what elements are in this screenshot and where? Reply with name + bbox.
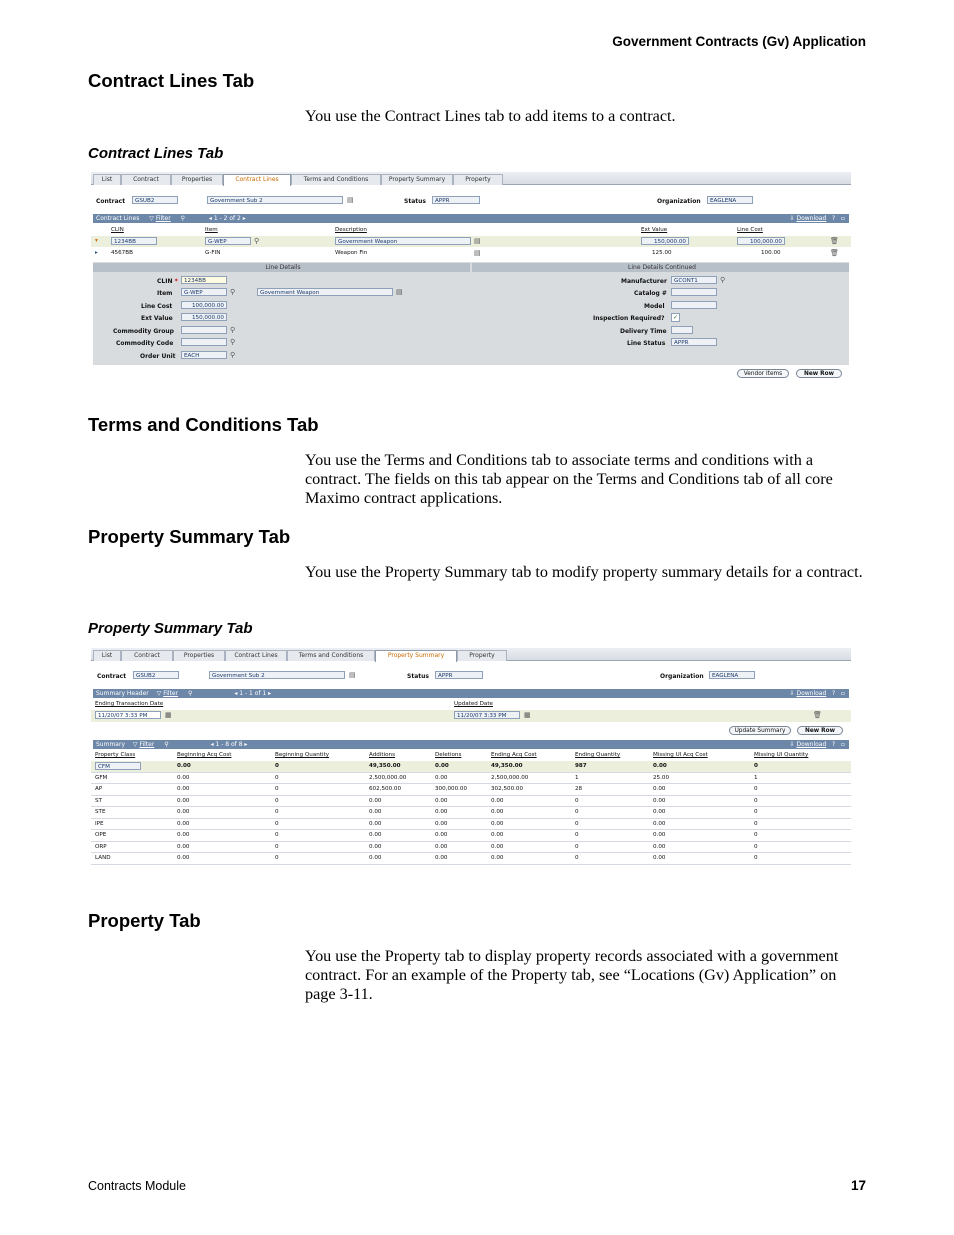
vendor-items-button[interactable]: Vendor Items (737, 369, 789, 378)
table-cell-missing-ui-acq-cost: 0.00 (653, 763, 667, 769)
property-paragraph: You use the Property tab to display property records associated with a government contract. For an example of the Property tab, see “Locations (Gv) Application” on page 3-11. (305, 947, 839, 1003)
table-row[interactable] (91, 852, 851, 853)
table-cell-property-class: GFM (95, 774, 108, 781)
contract-lines-screenshot (91, 172, 851, 382)
table-cell-ending-quantity: 0 (575, 820, 579, 827)
update-summary-button[interactable]: Update Summary (729, 726, 791, 735)
table-cell-missing-ui-quantity: 0 (754, 820, 758, 827)
model-label: Model (644, 303, 665, 310)
col-property-class[interactable]: Property Class (95, 752, 136, 758)
line-details-title: Line Details (93, 263, 470, 272)
delete-row-icon[interactable]: 🗑 (813, 711, 822, 719)
table-cell-ending-quantity: 28 (575, 786, 583, 792)
table-cell-additions: 0.00 (369, 797, 382, 804)
table-cell-additions: 2,500,000.00 (369, 774, 407, 781)
table-cell-missing-ui-quantity: 1 (754, 774, 758, 781)
table-cell-additions: 0.00 (369, 843, 382, 850)
item-field[interactable]: G-WEP (181, 288, 227, 296)
table-row-item[interactable]: G-WEP (205, 237, 251, 245)
clin-label: CLIN * (157, 278, 178, 285)
table-cell-deletions: 0.00 (435, 843, 448, 850)
table-cell-beginning-acq-cost: 0.00 (177, 809, 190, 815)
filter-link[interactable]: ▽ Filter (149, 215, 171, 222)
table-cell-missing-ui-acq-cost: 0.00 (653, 809, 666, 815)
tab-property[interactable]: Property (457, 650, 507, 661)
new-row-button[interactable]: New Row (797, 726, 843, 735)
page-number: 17 (850, 1178, 866, 1193)
item-lookup-icon[interactable]: ⚲ (230, 288, 236, 296)
table-cell-beginning-quantity: 0 (275, 855, 279, 861)
inspection-required-checkbox[interactable]: ✓ (672, 314, 679, 321)
table-cell-property-class: ORP (95, 843, 107, 850)
col-clin[interactable]: CLIN (111, 227, 124, 233)
table-cell-beginning-quantity: 0 (275, 774, 279, 781)
commodity-code-lookup-icon[interactable]: ⚲ (230, 338, 236, 346)
table-cell-property-class: AP (95, 786, 103, 792)
contract-lines-caption: Contract Lines Tab (88, 145, 224, 162)
commodity-code-label: Commodity Code (116, 340, 174, 347)
binoculars-icon[interactable]: ⚲ (180, 215, 185, 222)
table-cell-ending-quantity: 0 (575, 843, 579, 850)
table-row[interactable] (91, 783, 851, 784)
filter-link[interactable]: ▽ Filter (132, 741, 155, 748)
commodity-code-field[interactable] (181, 338, 227, 346)
table-row-ext-value[interactable]: 150,000.00 (641, 237, 689, 245)
ext-value-label: Ext Value (141, 315, 173, 322)
table-row-ext-value: 125.00 (652, 250, 672, 256)
tab-list[interactable]: List (93, 650, 121, 661)
table-row[interactable] (91, 841, 851, 842)
page-header: Government Contracts (Gv) Application (612, 34, 866, 49)
ending-date-field[interactable]: 11/20/07 3:33 PM (95, 711, 161, 719)
col-ending-quantity[interactable]: Ending Quantity (575, 752, 621, 758)
delete-row-icon[interactable]: 🗑 (830, 237, 839, 245)
table-cell-missing-ui-acq-cost: 0.00 (653, 855, 666, 861)
catalog-field[interactable] (671, 288, 717, 296)
status-field[interactable]: APPR (432, 196, 480, 204)
catalog-label: Catalog # (634, 290, 667, 297)
table-row-item: G-FIN (205, 250, 221, 256)
table-cell-property-class: IPE (95, 820, 104, 827)
item-description-field[interactable]: Government Weapon (257, 288, 393, 296)
table-cell-missing-ui-acq-cost: 0.00 (653, 820, 666, 827)
table-cell-deletions: 0.00 (435, 763, 449, 769)
pager-text: ◂ 1 - 1 of 1 ▸ (234, 690, 272, 697)
table-cell-additions: 602,500.00 (369, 786, 402, 792)
table-cell-beginning-quantity: 0 (275, 820, 279, 827)
table-cell-missing-ui-acq-cost: 25.00 (653, 774, 670, 781)
summary-table-title: Summary (96, 741, 125, 748)
table-cell-beginning-acq-cost: 0.00 (177, 855, 190, 861)
table-cell-beginning-quantity: 0 (275, 786, 279, 792)
table-cell-beginning-acq-cost: 0.00 (177, 763, 191, 769)
table-cell-ending-quantity: 0 (575, 855, 579, 861)
table-cell-ending-acq-cost: 0.00 (491, 797, 504, 804)
table-cell-ending-quantity: 987 (575, 763, 587, 769)
property-summary-screenshot (91, 648, 851, 866)
long-description-icon[interactable]: ▤ (349, 671, 356, 679)
contract-description-field[interactable]: Government Sub 2 (209, 671, 345, 679)
table-cell-additions: 0.00 (369, 855, 382, 861)
table-cell-missing-ui-acq-cost: 0.00 (653, 843, 666, 850)
table-cell-ending-quantity: 0 (575, 797, 579, 804)
organization-field[interactable]: EAGLENA (709, 671, 755, 679)
tab-property-summary[interactable]: Property Summary (381, 174, 453, 185)
col-line-cost[interactable]: Line Cost (737, 227, 763, 233)
table-cell-ending-acq-cost: 0.00 (491, 832, 504, 838)
download-link[interactable]: ⇩ Download ? ▫ (789, 741, 845, 748)
commodity-group-field[interactable] (181, 326, 227, 334)
table-cell-ending-acq-cost: 302,500.00 (491, 786, 524, 792)
table-cell-ending-quantity: 0 (575, 809, 579, 815)
table-row-line-cost[interactable]: 100,000.00 (737, 237, 785, 245)
row-collapsed-icon[interactable]: ▸ (95, 250, 98, 256)
table-cell-beginning-acq-cost: 0.00 (177, 820, 190, 827)
tab-property[interactable]: Property (453, 174, 503, 185)
table-cell-property-class: STE (95, 809, 106, 815)
table-cell-ending-acq-cost: 0.00 (491, 843, 504, 850)
calendar-icon[interactable]: ▦ (165, 711, 172, 719)
clin-field[interactable]: 1234BB (181, 276, 227, 284)
row-divider (91, 772, 851, 773)
table-cell-beginning-acq-cost: 0.00 (177, 832, 190, 838)
manufacturer-label: Manufacturer (621, 278, 667, 285)
line-status-field[interactable]: APPR (671, 338, 717, 346)
tab-property-summary[interactable]: Property Summary (375, 650, 457, 662)
table-cell-property-class: LAND (95, 855, 111, 861)
table-row[interactable] (91, 806, 851, 807)
line-cost-field[interactable]: 100,000.00 (181, 301, 227, 309)
table-row[interactable] (91, 761, 851, 772)
table-row-clin: 4567BB (111, 250, 133, 256)
table-row-clin[interactable]: 1234BB (111, 237, 157, 245)
contract-label: Contract (96, 198, 126, 205)
contract-description-field[interactable]: Government Sub 2 (207, 196, 343, 204)
col-description[interactable]: Description (335, 227, 367, 233)
table-cell-deletions: 300,000.00 (435, 786, 468, 792)
line-details-continued-title: Line Details Continued (472, 263, 849, 272)
summary-table-header (93, 740, 849, 749)
tab-terms-and-conditions[interactable]: Terms and Conditions (291, 174, 381, 185)
tab-properties[interactable]: Properties (171, 174, 223, 185)
table-cell-deletions: 0.00 (435, 855, 448, 861)
model-field[interactable] (671, 301, 717, 309)
table-cell-ending-quantity: 0 (575, 832, 579, 838)
contract-field[interactable]: GSUB2 (133, 671, 179, 679)
tab-contract[interactable]: Contract (121, 174, 171, 185)
table-cell-missing-ui-acq-cost: 0.00 (653, 797, 666, 804)
filter-link[interactable]: ▽ Filter (156, 690, 179, 697)
table-cell-missing-ui-quantity: 0 (754, 786, 758, 792)
tab-bar (91, 172, 851, 185)
tab-properties[interactable]: Properties (173, 650, 225, 661)
table-cell-missing-ui-quantity: 0 (754, 797, 758, 804)
tab-terms-and-conditions[interactable]: Terms and Conditions (287, 650, 375, 661)
col-ext-value[interactable]: Ext Value (641, 227, 668, 233)
contract-lines-paragraph: You use the Contract Lines tab to add items to a contract. (305, 107, 676, 125)
summary-header-title: Summary Header (96, 690, 149, 697)
table-row[interactable] (91, 818, 851, 819)
manufacturer-field[interactable]: GCONT1 (671, 276, 717, 284)
table-cell-ending-quantity: 1 (575, 774, 579, 781)
table-cell-beginning-quantity: 0 (275, 809, 279, 815)
contract-field[interactable]: GSUB2 (132, 196, 178, 204)
line-cost-label: Line Cost (141, 303, 173, 310)
delete-row-icon[interactable]: 🗑 (830, 249, 839, 257)
delivery-time-label: Delivery Time (620, 328, 667, 335)
table-cell-ending-acq-cost: 0.00 (491, 855, 504, 861)
item-lookup-icon[interactable]: ⚲ (254, 237, 260, 245)
col-deletions[interactable]: Deletions (435, 752, 462, 758)
table-cell-property-class: OPE (95, 832, 107, 838)
status-label: Status (404, 198, 426, 205)
table-cell-property-class: ST (95, 797, 102, 804)
row-expanded-icon[interactable]: ▾ (95, 238, 98, 244)
status-field[interactable]: APPR (435, 671, 483, 679)
table-cell-additions: 49,350.00 (369, 763, 401, 769)
table-row[interactable] (91, 829, 851, 830)
status-label: Status (407, 673, 429, 680)
long-description-icon[interactable]: ▤ (347, 196, 354, 204)
order-unit-field[interactable]: EACH (181, 351, 227, 359)
calendar-icon[interactable]: ▦ (524, 711, 531, 719)
table-cell-beginning-acq-cost: 0.00 (177, 797, 190, 804)
organization-field[interactable]: EAGLENA (707, 196, 753, 204)
table-cell-deletions: 0.00 (435, 797, 448, 804)
contract-lines-heading: Contract Lines Tab (88, 70, 255, 91)
table-cell-ending-acq-cost: 2,500,000.00 (491, 774, 529, 781)
table-row-line-cost: 100.00 (761, 250, 781, 256)
delivery-time-field[interactable] (671, 326, 693, 334)
item-label: Item (157, 290, 173, 297)
order-unit-label: Order Unit (140, 353, 176, 360)
summary-header-bar (93, 689, 849, 698)
table-cell-deletions: 0.00 (435, 832, 448, 838)
table-cell-ending-acq-cost: 0.00 (491, 809, 504, 815)
order-unit-lookup-icon[interactable]: ⚲ (230, 351, 236, 359)
table-cell-missing-ui-quantity: 0 (754, 855, 758, 861)
col-missing-ui-quantity[interactable]: Missing UI Quantity (754, 752, 809, 758)
binoculars-icon[interactable]: ⚲ (187, 690, 193, 697)
updated-date-label: Updated Date (454, 701, 493, 707)
table-cell-deletions: 0.00 (435, 809, 448, 815)
table-cell-additions: 0.00 (369, 820, 382, 827)
organization-label: Organization (660, 673, 704, 680)
table-cell-additions: 0.00 (369, 832, 382, 838)
organization-label: Organization (657, 198, 701, 205)
col-missing-ui-acq-cost[interactable]: Missing UI Acq Cost (653, 752, 708, 758)
table-row-description[interactable]: Government Weapon (335, 237, 471, 245)
table-cell-ending-acq-cost: 0.00 (491, 820, 504, 827)
table-cell-missing-ui-acq-cost: 0.00 (653, 786, 666, 792)
updated-date-field[interactable]: 11/20/07 3:33 PM (454, 711, 520, 719)
property-summary-paragraph: You use the Property Summary tab to modify property summary details for a contract. (305, 563, 863, 581)
contract-label: Contract (97, 673, 127, 680)
terms-heading: Terms and Conditions Tab (88, 414, 319, 435)
manufacturer-lookup-icon[interactable]: ⚲ (720, 276, 726, 284)
property-summary-caption: Property Summary Tab (88, 620, 253, 637)
table-cell-beginning-quantity: 0 (275, 797, 279, 804)
contract-lines-table-title: Contract Lines (96, 215, 140, 222)
long-description-icon[interactable]: ▤ (396, 288, 403, 296)
pager-text: ◂ 1 - 8 of 8 ▸ (210, 741, 248, 748)
download-link[interactable]: ⇩ Download ? ▫ (789, 215, 845, 222)
property-summary-heading: Property Summary Tab (88, 526, 291, 547)
table-cell-beginning-acq-cost: 0.00 (177, 843, 190, 850)
table-row[interactable] (91, 864, 851, 865)
commodity-group-label: Commodity Group (113, 328, 174, 335)
col-beginning-quantity[interactable]: Beginning Quantity (275, 752, 330, 758)
table-cell-beginning-acq-cost: 0.00 (177, 786, 190, 792)
table-cell-beginning-quantity: 0 (275, 843, 279, 850)
tab-contract[interactable]: Contract (121, 650, 173, 661)
table-cell-property-class[interactable]: CFM (95, 762, 141, 770)
commodity-group-lookup-icon[interactable]: ⚲ (230, 326, 236, 334)
table-cell-missing-ui-quantity: 0 (754, 832, 758, 838)
line-status-label: Line Status (627, 340, 666, 347)
tab-contract-lines[interactable]: Contract Lines (223, 174, 291, 186)
table-cell-beginning-acq-cost: 0.00 (177, 774, 190, 781)
pager-text: ◂ 1 - 2 of 2 ▸ (208, 215, 246, 222)
table-cell-deletions: 0.00 (435, 774, 448, 781)
table-cell-missing-ui-acq-cost: 0.00 (653, 832, 666, 838)
binoculars-icon[interactable]: ⚲ (164, 741, 169, 748)
contract-lines-table-header (93, 214, 849, 223)
col-additions[interactable]: Additions (369, 752, 396, 758)
tab-bar (91, 648, 851, 661)
table-cell-additions: 0.00 (369, 809, 382, 815)
download-link[interactable]: ⇩ Download ? ▫ (789, 690, 845, 697)
ext-value-field[interactable]: 150,000.00 (181, 313, 227, 321)
terms-paragraph: You use the Terms and Conditions tab to associate terms and conditions with a contract. The fields on this tab appear on the Terms and Conditions tab of all core Maximo contract applications. (305, 451, 833, 507)
table-cell-missing-ui-quantity: 0 (754, 809, 758, 815)
new-row-button[interactable]: New Row (796, 369, 842, 378)
table-row[interactable] (91, 795, 851, 796)
table-cell-deletions: 0.00 (435, 820, 448, 827)
table-cell-beginning-quantity: 0 (275, 763, 279, 769)
col-ending-acq-cost[interactable]: Ending Acq Cost (491, 752, 537, 758)
col-beginning-acq-cost[interactable]: Beginning Acq Cost (177, 752, 232, 758)
footer-module-name: Contracts Module (88, 1179, 186, 1193)
table-cell-beginning-quantity: 0 (275, 832, 279, 838)
ending-date-label: Ending Transaction Date (95, 701, 164, 707)
long-description-icon[interactable]: ▤ (474, 249, 481, 257)
tab-list[interactable]: List (93, 174, 121, 185)
inspection-required-label: Inspection Required? (593, 315, 665, 322)
tab-contract-lines[interactable]: Contract Lines (225, 650, 287, 661)
table-cell-missing-ui-quantity: 0 (754, 763, 758, 769)
table-row-description: Weapon Fin (335, 250, 368, 256)
table-cell-missing-ui-quantity: 0 (754, 843, 758, 850)
property-heading: Property Tab (88, 910, 201, 931)
col-item[interactable]: Item (205, 227, 218, 233)
table-cell-ending-acq-cost: 49,350.00 (491, 763, 523, 769)
long-description-icon[interactable]: ▤ (474, 237, 481, 245)
